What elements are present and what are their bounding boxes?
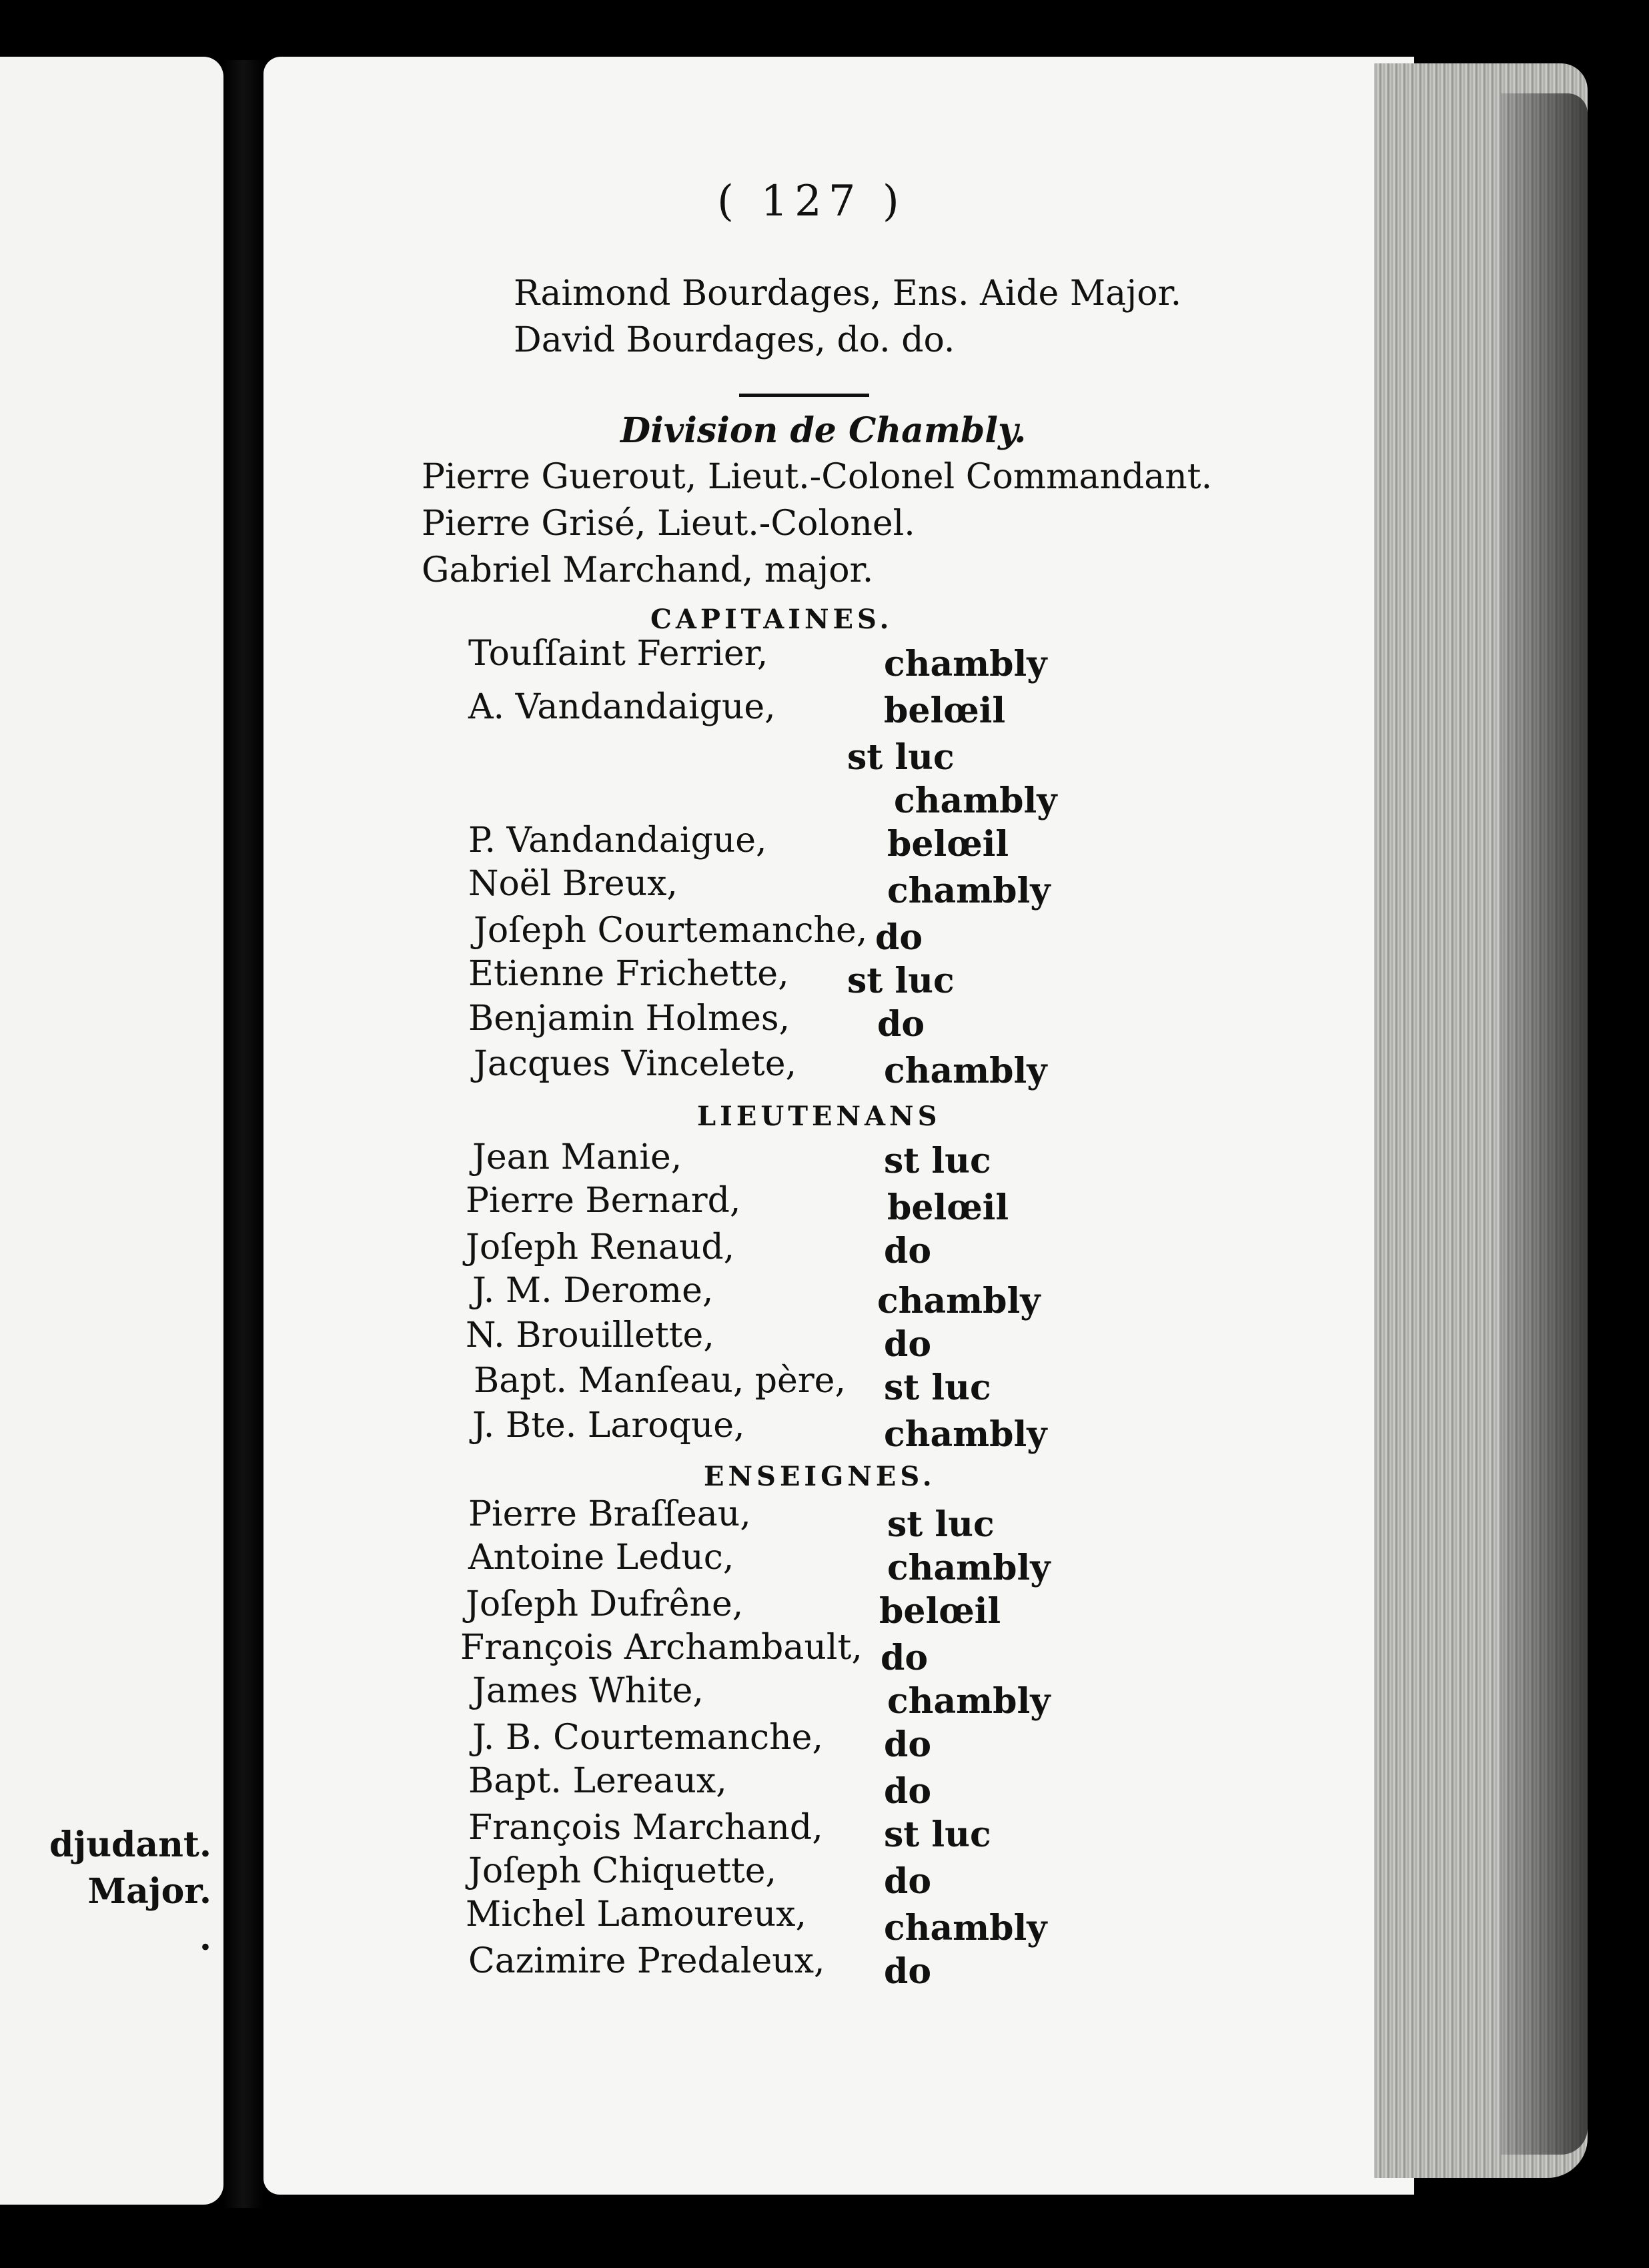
roster-name: Pierre Bernard, [466,1181,741,1221]
roster-place: belœil [887,824,1009,865]
roster-place: chambly [884,644,1047,684]
roster-place: do [877,1004,925,1045]
page-edges-shadow [1501,93,1588,2155]
roster-place: do [884,1861,932,1902]
roster-place: do [881,1638,929,1678]
roster-place: do [884,1771,932,1812]
left-page-line: . [199,1918,211,1958]
roster-name: J. Bte. Laroque, [472,1405,745,1446]
roster-name: N. Brouillette, [466,1315,714,1355]
section-heading-enseignes: ENSEIGNES. [704,1461,936,1492]
roster-place: belœil [884,690,1006,731]
section-heading-capitaines: CAPITAINES. [650,604,893,635]
roster-place: chambly [884,1414,1047,1455]
roster-place: st luc [847,961,955,1001]
roster-name: Bapt. Lereaux, [468,1761,727,1801]
roster-place: st luc [884,1814,991,1855]
roster-name: J. B. Courtemanche, [472,1718,823,1758]
roster-name: Joſeph Renaud, [466,1227,735,1267]
roster-place: st luc [887,1504,995,1545]
roster-place: do [884,1951,932,1992]
roster-name: Cazimire Predaleux, [468,1941,825,1981]
roster-name: P. Vandandaigue, [468,820,767,861]
header-line: Raimond Bourdages, Ens. Aide Major. [514,273,1182,314]
roster-place: belœil [879,1591,1001,1632]
roster-name: François Marchand, [468,1808,823,1848]
roster-name: Noël Breux, [468,864,678,904]
roster-name: Pierre Braſſeau, [468,1494,751,1534]
roster-name: Joſeph Courtemanche, [474,911,868,951]
roster-name: François Archambault, [460,1628,863,1668]
officer-line: Gabriel Marchand, major. [422,550,874,590]
roster-name: Joſeph Dufrêne, [466,1584,744,1624]
book-gutter [223,60,263,2208]
roster-name: Benjamin Holmes, [468,999,790,1039]
roster-place: chambly [877,1281,1041,1321]
roster-name: Jacques Vincelete, [474,1044,796,1084]
roster-place: st luc [884,1367,991,1408]
roster-name: Bapt. Manſeau, père, [474,1361,846,1401]
roster-place: chambly [884,1908,1047,1948]
roster-name: A. Vandandaigue, [468,687,776,727]
header-line: David Bourdages, do. do. [514,320,955,360]
roster-name: Joſeph Chiquette, [468,1851,777,1891]
roster-place: chambly [887,1548,1051,1588]
roster-name: Michel Lamoureux, [466,1894,807,1934]
roster-place: do [884,1231,932,1271]
roster-place: chambly [894,780,1057,821]
roster-place: belœil [887,1187,1009,1228]
section-rule [739,394,869,397]
roster-place: chambly [887,871,1051,911]
officer-line: Pierre Grisé, Lieut.-Colonel. [422,504,915,544]
roster-place: do [884,1724,932,1765]
previous-page-fragment [0,57,223,2205]
left-page-line: djudant. [49,1824,211,1865]
roster-place: st luc [884,1141,991,1181]
roster-name: Etienne Frichette, [468,954,789,994]
roster-name: Antoine Leduc, [468,1538,734,1578]
roster-name: Touſſaint Ferrier, [468,634,768,674]
page-number: ( 127 ) [717,177,906,226]
roster-name: Jean Manie, [472,1137,682,1177]
roster-place: do [875,917,923,958]
section-heading-lieutenans: LIEUTENANS [697,1101,941,1132]
roster-name: James White, [472,1671,704,1711]
roster-name: J. M. Derome, [472,1271,714,1311]
roster-place: st luc [847,737,955,778]
left-page-line: Major. [87,1871,211,1912]
roster-place: do [884,1324,932,1365]
officer-line: Pierre Guerout, Lieut.-Colonel Commandant. [422,457,1213,497]
division-title: Division de Chambly. [620,410,1027,451]
roster-place: chambly [887,1681,1051,1722]
roster-place: chambly [884,1051,1047,1091]
